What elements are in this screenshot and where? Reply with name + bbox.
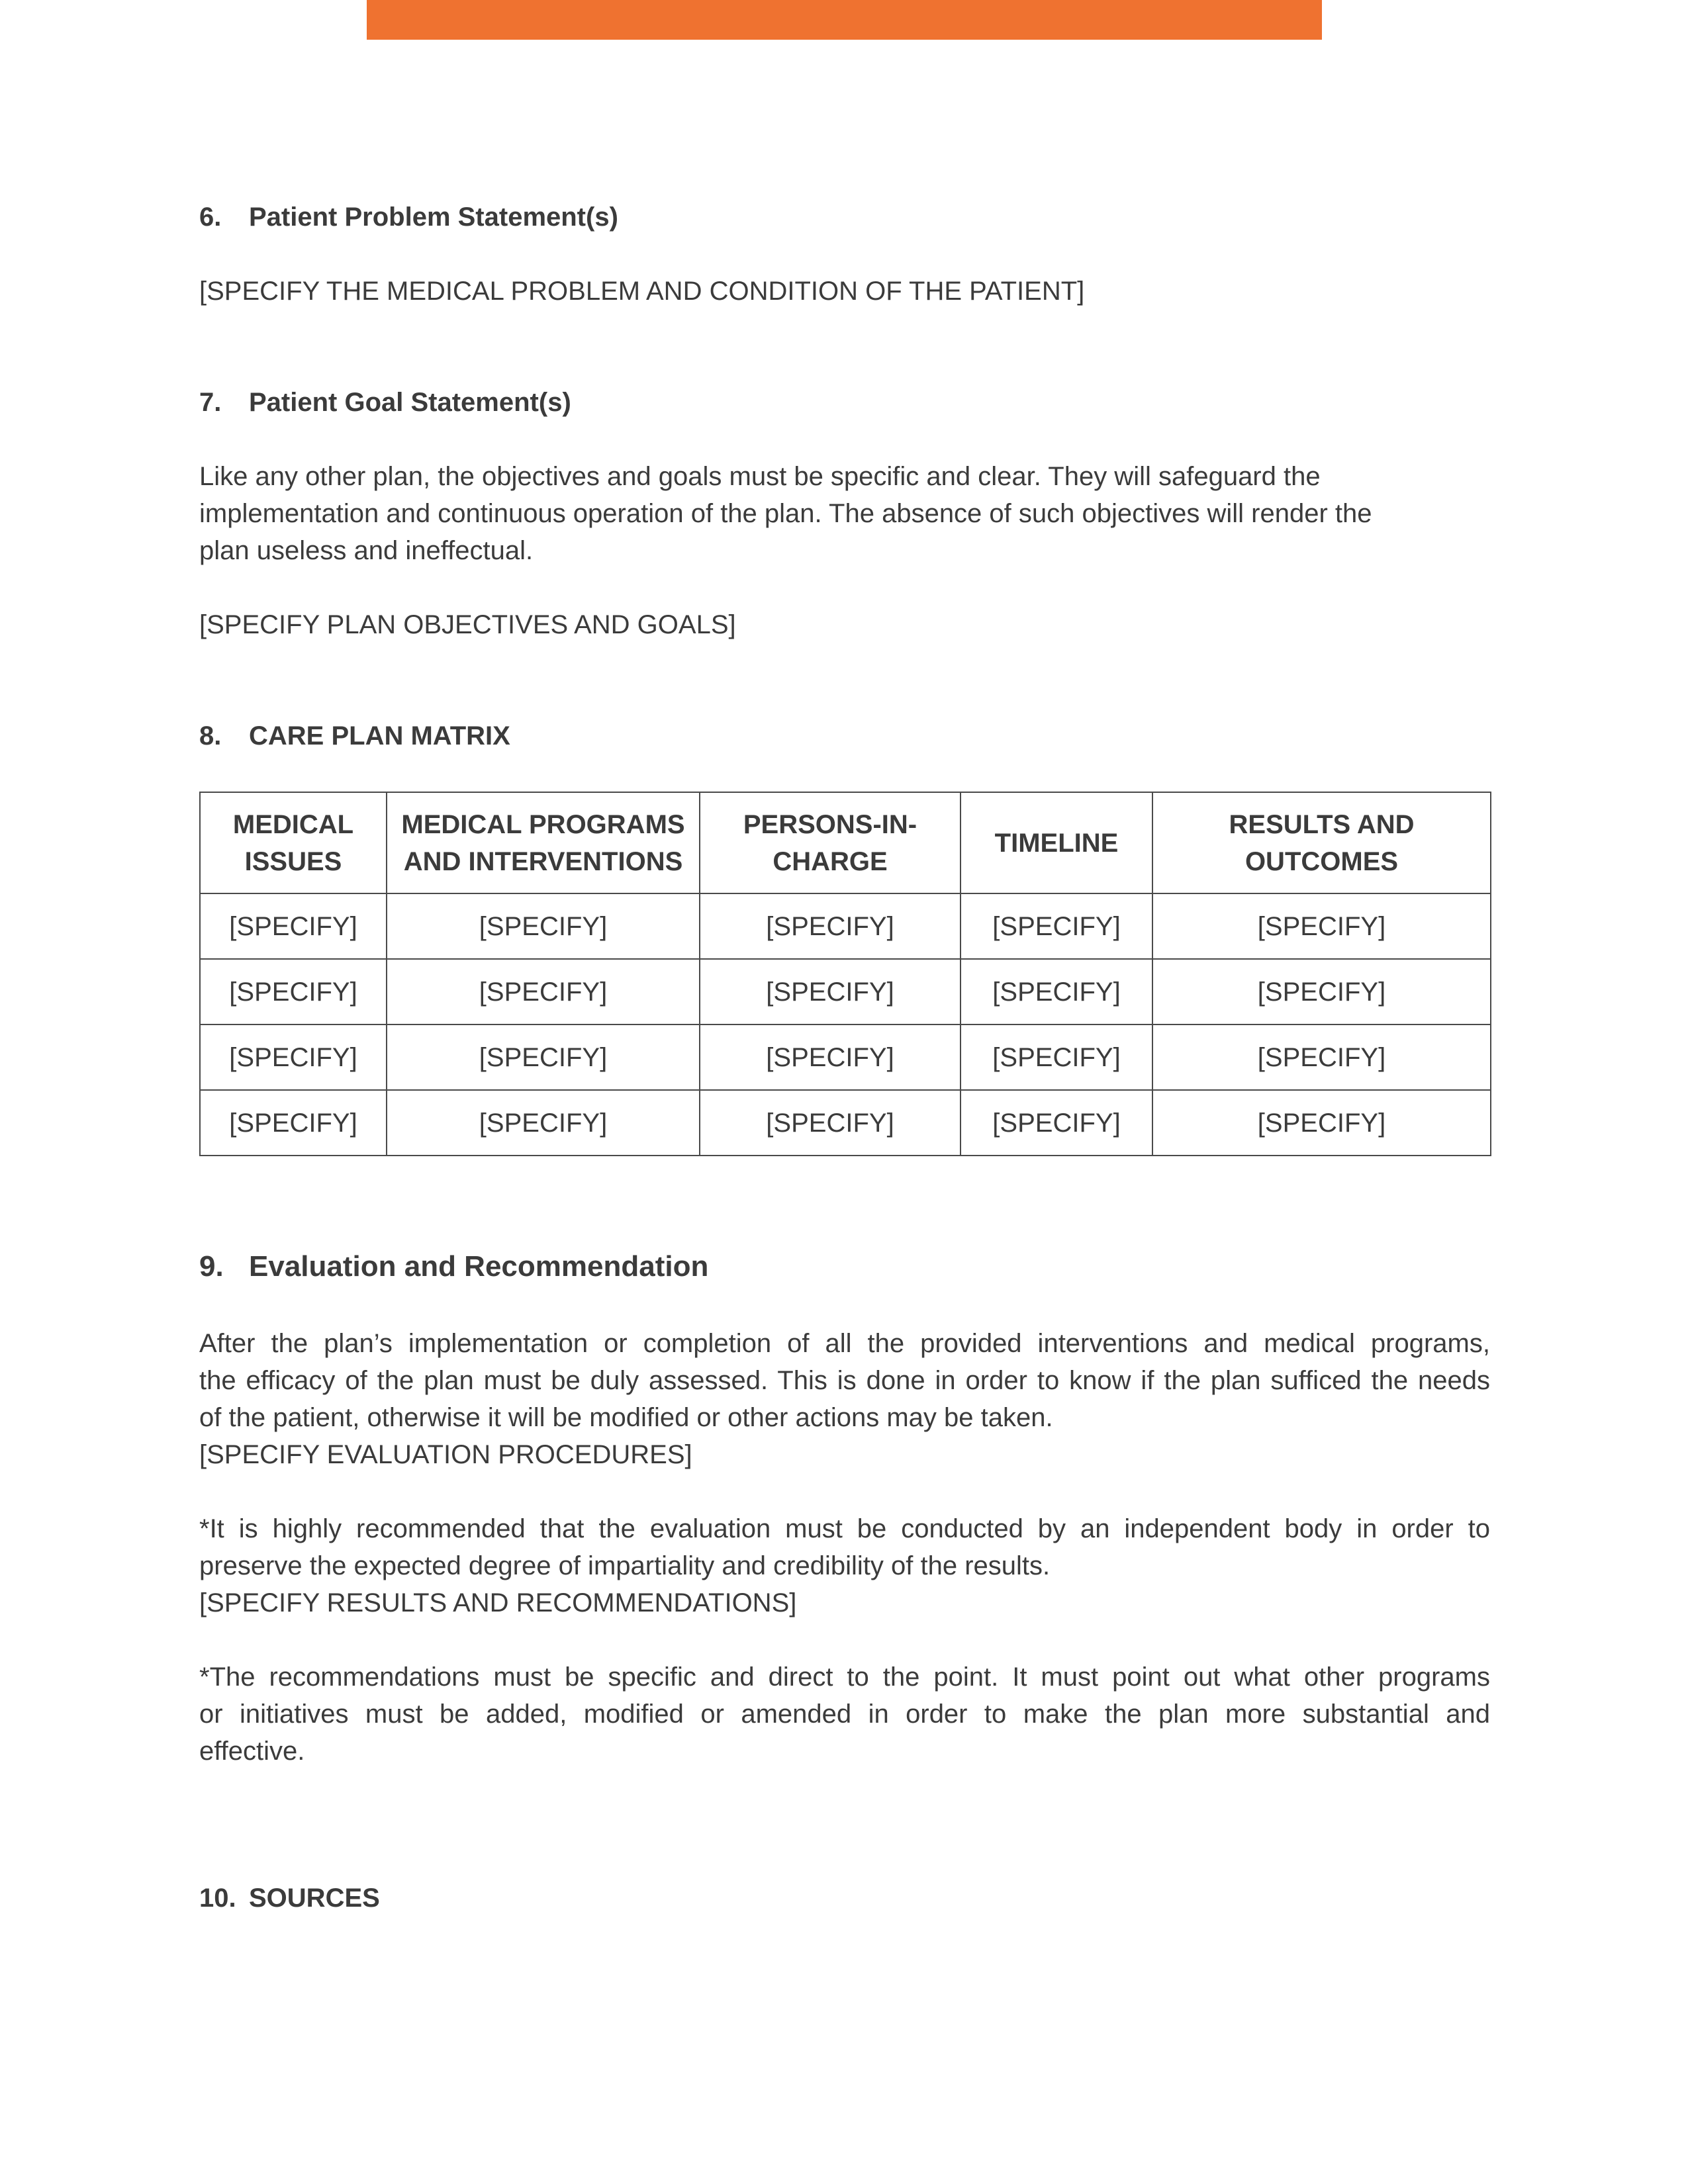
section-number: 10.	[199, 1884, 236, 1913]
column-header-medical-issues: MEDICAL ISSUES	[200, 792, 387, 893]
body-line: Like any other plan, the objectives and goals must be specific and clear. They will safeguard the	[199, 462, 1321, 491]
section-9-heading	[199, 1248, 708, 1285]
table-cell: [SPECIFY]	[1152, 1090, 1491, 1156]
column-header-medical-programs: MEDICAL PROGRAMS AND INTERVENTIONS	[387, 792, 700, 893]
table-row	[200, 959, 1491, 1024]
table-row	[200, 1024, 1491, 1090]
placeholder-text: [SPECIFY RESULTS AND RECOMMENDATIONS]	[199, 1588, 797, 1617]
table-cell: [SPECIFY]	[700, 893, 961, 959]
table-cell: [SPECIFY]	[387, 959, 700, 1024]
body-line: After the plan’s implementation or completion of all the provided interventions and medical programs,	[199, 1329, 1490, 1358]
table-cell: [SPECIFY]	[200, 959, 387, 1024]
body-line: preserve the expected degree of impartiality and credibility of the results.	[199, 1551, 1051, 1580]
section-number: 8.	[199, 721, 222, 751]
section-title: SOURCES	[249, 1884, 380, 1913]
body-line: implementation and continuous operation of the plan. The absence of such objectives will render the	[199, 499, 1372, 528]
table-cell: [SPECIFY]	[200, 893, 387, 959]
section-7-placeholder	[199, 606, 1490, 643]
table-cell: [SPECIFY]	[387, 1090, 700, 1156]
section-10-heading	[199, 1880, 380, 1917]
section-7-heading	[199, 384, 571, 421]
table-cell: [SPECIFY]	[961, 893, 1152, 959]
table-header-row	[200, 792, 1491, 893]
column-header-persons-in-charge: PERSONS-IN- CHARGE	[700, 792, 961, 893]
section-title: Patient Problem Statement(s)	[249, 203, 618, 232]
section-title: Patient Goal Statement(s)	[249, 388, 571, 417]
section-title: Evaluation and Recommendation	[249, 1250, 709, 1283]
table-cell: [SPECIFY]	[200, 1024, 387, 1090]
section-number: 9.	[199, 1250, 224, 1283]
column-header-timeline: TIMELINE	[961, 792, 1152, 893]
body-line: of the patient, otherwise it will be modified or other actions may be taken.	[199, 1403, 1053, 1432]
table-cell: [SPECIFY]	[700, 1024, 961, 1090]
body-line: *It is highly recommended that the evaluation must be conducted by an independent body in order to	[199, 1514, 1490, 1543]
table-cell: [SPECIFY]	[1152, 893, 1491, 959]
section-8-heading	[199, 717, 510, 754]
table-cell: [SPECIFY]	[961, 959, 1152, 1024]
table-cell: [SPECIFY]	[1152, 959, 1491, 1024]
section-9-paragraph-2	[199, 1510, 1490, 1621]
table-cell: [SPECIFY]	[387, 1024, 700, 1090]
header-accent-bar	[367, 0, 1322, 40]
body-line: the efficacy of the plan must be duly assessed. This is done in order to know if the plan sufficed the needs	[199, 1366, 1490, 1395]
section-title: CARE PLAN MATRIX	[249, 721, 510, 751]
table-cell: [SPECIFY]	[700, 959, 961, 1024]
placeholder-text: [SPECIFY EVALUATION PROCEDURES]	[199, 1440, 692, 1469]
section-9-paragraph-1	[199, 1325, 1490, 1473]
section-6-placeholder	[199, 273, 1490, 310]
table-cell: [SPECIFY]	[961, 1090, 1152, 1156]
table-row	[200, 893, 1491, 959]
table-cell: [SPECIFY]	[700, 1090, 961, 1156]
column-header-results-outcomes: RESULTS AND OUTCOMES	[1152, 792, 1491, 893]
section-number: 7.	[199, 388, 222, 417]
placeholder-text: [SPECIFY PLAN OBJECTIVES AND GOALS]	[199, 610, 736, 639]
body-line: effective.	[199, 1737, 305, 1766]
table-row	[200, 1090, 1491, 1156]
table-cell: [SPECIFY]	[961, 1024, 1152, 1090]
body-line: *The recommendations must be specific and direct to the point. It must point out what other programs	[199, 1662, 1490, 1692]
section-9-paragraph-3	[199, 1659, 1490, 1770]
care-plan-matrix-table	[199, 792, 1491, 1156]
body-line: or initiatives must be added, modified or amended in order to make the plan more substantial and	[199, 1700, 1490, 1729]
section-number: 6.	[199, 203, 222, 232]
table-cell: [SPECIFY]	[387, 893, 700, 959]
section-6-heading	[199, 199, 618, 236]
placeholder-text: [SPECIFY THE MEDICAL PROBLEM AND CONDITION OF THE PATIENT]	[199, 277, 1085, 306]
body-line: plan useless and ineffectual.	[199, 536, 534, 565]
table-cell: [SPECIFY]	[200, 1090, 387, 1156]
table-cell: [SPECIFY]	[1152, 1024, 1491, 1090]
section-7-body	[199, 458, 1490, 569]
